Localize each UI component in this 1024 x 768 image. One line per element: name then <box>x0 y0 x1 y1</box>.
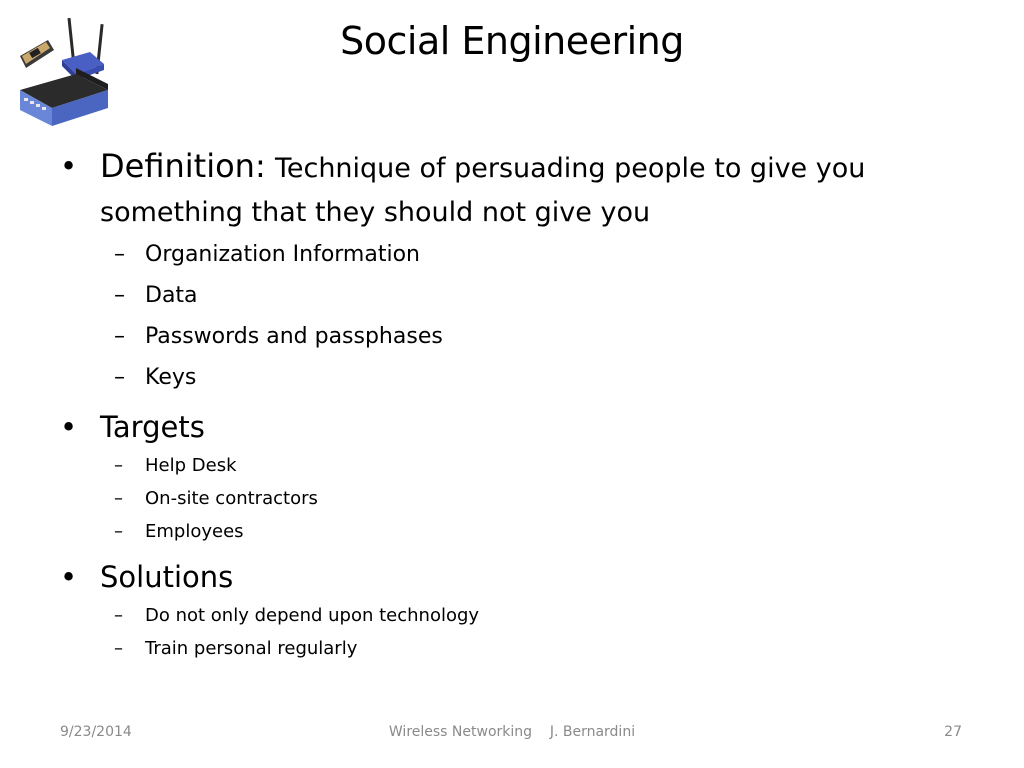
sub-bullet-label: Employees <box>145 521 244 542</box>
slide-body <box>56 145 956 665</box>
dash-icon: – <box>114 365 125 390</box>
footer-date: 9/23/2014 <box>60 724 132 740</box>
page-number: 27 <box>944 724 962 740</box>
sub-bullet <box>56 449 956 482</box>
definition-lead: Definition: <box>100 147 266 185</box>
sub-bullet-label: Help Desk <box>145 455 237 476</box>
sub-bullet-label: Keys <box>145 365 197 390</box>
sub-bullet-label: Train personal regularly <box>145 638 358 659</box>
dash-icon: – <box>114 283 125 308</box>
sub-bullet <box>56 234 956 275</box>
sub-bullet <box>56 599 956 632</box>
dash-icon: – <box>114 638 123 659</box>
sub-bullet <box>56 316 956 357</box>
bullet-targets <box>56 406 956 449</box>
bullet-solutions <box>56 556 956 599</box>
bullet-definition <box>56 145 956 234</box>
dash-icon: – <box>114 455 123 476</box>
dash-icon: – <box>114 605 123 626</box>
dash-icon: – <box>114 488 123 509</box>
targets-label: Targets <box>100 410 205 444</box>
sub-bullet-label: Organization Information <box>145 242 420 267</box>
definition-text: Technique of persuading people to give you something that they should not give you <box>100 153 866 228</box>
dash-icon: – <box>114 324 125 349</box>
sub-bullet <box>56 515 956 548</box>
footer-title: Wireless Networking J. Bernardini <box>388 724 636 740</box>
sub-bullet <box>56 482 956 515</box>
dash-icon: – <box>114 242 125 267</box>
bullet-icon: • <box>60 149 78 183</box>
solutions-label: Solutions <box>100 560 234 594</box>
sub-bullet-label: On-site contractors <box>145 488 318 509</box>
sub-bullet-label: Passwords and passphases <box>145 324 443 349</box>
sub-bullet <box>56 357 956 398</box>
bullet-icon: • <box>60 560 78 594</box>
bullet-icon: • <box>60 410 78 444</box>
sub-bullet-label: Do not only depend upon technology <box>145 605 480 626</box>
slide-title: Social Engineering <box>340 19 684 63</box>
sub-bullet <box>56 632 956 665</box>
sub-bullet-label: Data <box>145 283 198 308</box>
dash-icon: – <box>114 521 123 542</box>
sub-bullet <box>56 275 956 316</box>
